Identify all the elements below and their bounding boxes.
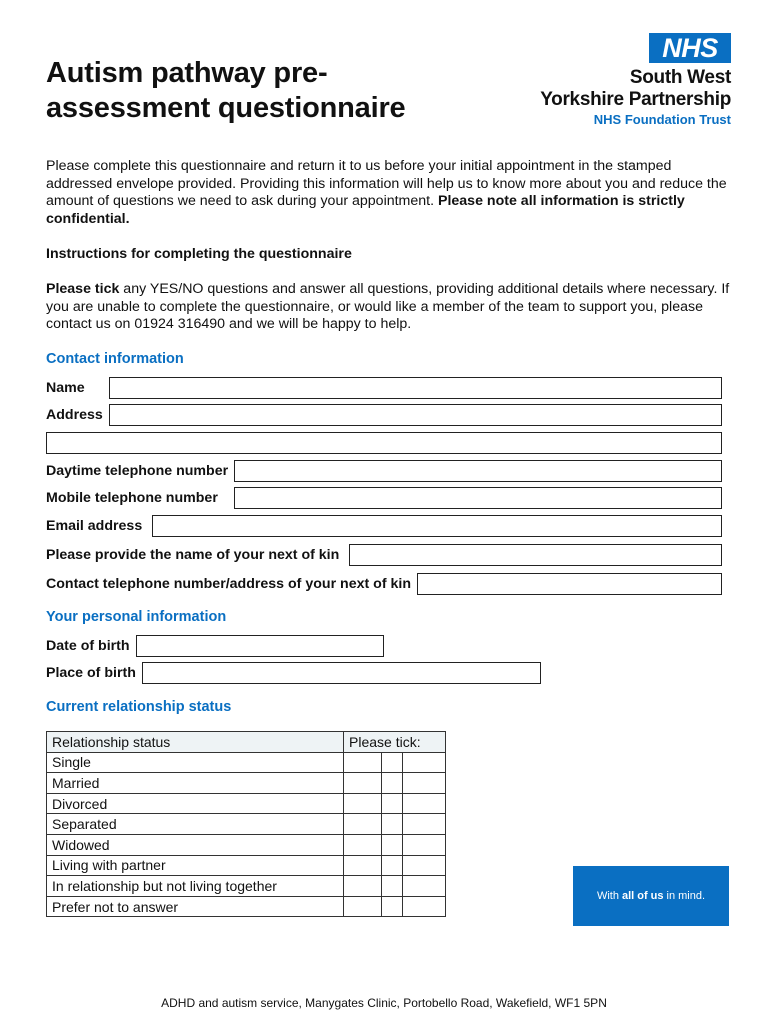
table-row — [47, 773, 446, 794]
address-line-2-row — [46, 432, 722, 454]
slogan-bold: all of us — [621, 890, 664, 902]
next-of-kin-contact-row — [46, 573, 722, 595]
table-header-row — [47, 732, 446, 753]
org-name-line-2: Yorkshire Partnership — [540, 89, 731, 110]
org-name-line-3: NHS Foundation Trust — [593, 112, 731, 127]
tick-cell — [344, 773, 446, 794]
slogan-post: in mind. — [666, 890, 706, 902]
address-input[interactable] — [109, 404, 722, 426]
instructions-lead: Please tick — [46, 281, 120, 297]
address-label: Address — [46, 407, 103, 423]
table-row — [47, 834, 446, 855]
status-label: Widowed — [47, 834, 344, 855]
next-of-kin-name-input[interactable] — [349, 544, 722, 566]
address-line-2-input[interactable] — [46, 432, 722, 454]
next-of-kin-name-label: Please provide the name of your next of kin — [46, 547, 340, 563]
relationship-status-table — [46, 731, 446, 917]
tick-checkbox-divorced[interactable] — [381, 793, 403, 815]
contact-section-heading: Contact information — [46, 351, 184, 367]
table-row — [47, 876, 446, 897]
column-header-status: Relationship status — [47, 732, 344, 753]
status-label: Living with partner — [47, 855, 344, 876]
mobile-phone-input[interactable] — [234, 487, 722, 509]
address-field-row — [46, 404, 722, 426]
personal-section-heading: Your personal information — [46, 609, 227, 625]
place-of-birth-input[interactable] — [142, 662, 541, 684]
name-field-row — [46, 377, 722, 399]
daytime-phone-label: Daytime telephone number — [46, 463, 229, 479]
tick-checkbox-separated[interactable] — [381, 813, 403, 835]
next-of-kin-contact-input[interactable] — [417, 573, 722, 595]
nhs-trust-logo — [540, 33, 731, 129]
instructions-paragraph — [46, 281, 736, 334]
email-input[interactable] — [152, 515, 722, 537]
place-of-birth-label: Place of birth — [46, 665, 136, 681]
intro-paragraph — [46, 158, 736, 228]
date-of-birth-row — [46, 635, 384, 657]
slogan-banner — [573, 866, 729, 926]
confidential-note: Please note all information is strictly confidential. — [46, 193, 685, 227]
tick-checkbox-living-with-partner[interactable] — [381, 855, 403, 877]
status-label: Separated — [47, 814, 344, 835]
tick-checkbox-prefer-not[interactable] — [381, 896, 403, 918]
mobile-phone-label: Mobile telephone number — [46, 490, 218, 506]
slogan-pre: With — [596, 890, 619, 902]
table-row — [47, 896, 446, 917]
place-of-birth-row — [46, 662, 541, 684]
table-row — [47, 752, 446, 773]
email-row — [46, 515, 722, 537]
table-row — [47, 793, 446, 814]
next-of-kin-contact-label: Contact telephone number/address of your next of kin — [46, 576, 411, 592]
tick-checkbox-widowed[interactable] — [381, 834, 403, 856]
daytime-phone-input[interactable] — [234, 460, 722, 482]
tick-cell — [344, 752, 446, 773]
tick-checkbox-married[interactable] — [381, 772, 403, 794]
status-label: Prefer not to answer — [47, 896, 344, 917]
footer-address: ADHD and autism service, Manygates Clinic, Portobello Road, Wakefield, WF1 5PN — [161, 996, 607, 1010]
tick-checkbox-in-relationship[interactable] — [381, 875, 403, 897]
nhs-logo-badge: NHS — [649, 33, 731, 63]
page-title — [46, 56, 405, 126]
tick-cell — [344, 876, 446, 897]
status-label: In relationship but not living together — [47, 876, 344, 897]
status-label: Married — [47, 773, 344, 794]
title-line-1: Autism pathway pre- — [46, 57, 328, 89]
name-input[interactable] — [109, 377, 722, 399]
status-label: Divorced — [47, 793, 344, 814]
column-header-tick: Please tick: — [344, 732, 446, 753]
next-of-kin-name-row — [46, 544, 722, 566]
table-row — [47, 855, 446, 876]
mobile-phone-row — [46, 487, 722, 509]
daytime-phone-row — [46, 460, 722, 482]
table-row — [47, 814, 446, 835]
date-of-birth-input[interactable] — [136, 635, 384, 657]
tick-cell — [344, 814, 446, 835]
tick-cell — [344, 855, 446, 876]
tick-checkbox-single[interactable] — [381, 752, 403, 774]
instructions-heading: Instructions for completing the questionnaire — [46, 246, 352, 262]
tick-cell — [344, 793, 446, 814]
instructions-text: any YES/NO questions and answer all questions, providing additional details where necessary. If you are unable to complete the questionnaire, or would like a member of the team to support you, please contact us on 01924 316490 and we will be happy to help. — [46, 281, 730, 333]
date-of-birth-label: Date of birth — [46, 638, 130, 654]
name-label: Name — [46, 380, 85, 396]
email-label: Email address — [46, 518, 143, 534]
title-line-2: assessment questionnaire — [46, 92, 406, 124]
tick-cell — [344, 896, 446, 917]
relationship-section-heading: Current relationship status — [46, 699, 232, 715]
org-name-line-1: South West — [629, 67, 731, 88]
intro-text: Please complete this questionnaire and return it to us before your initial appointment in the stamped addressed envelope provided. Providing this information will help us to know more about you and reduce the amount of questions we need to ask during your appointment. — [46, 158, 727, 210]
status-label: Single — [47, 752, 344, 773]
tick-cell — [344, 834, 446, 855]
